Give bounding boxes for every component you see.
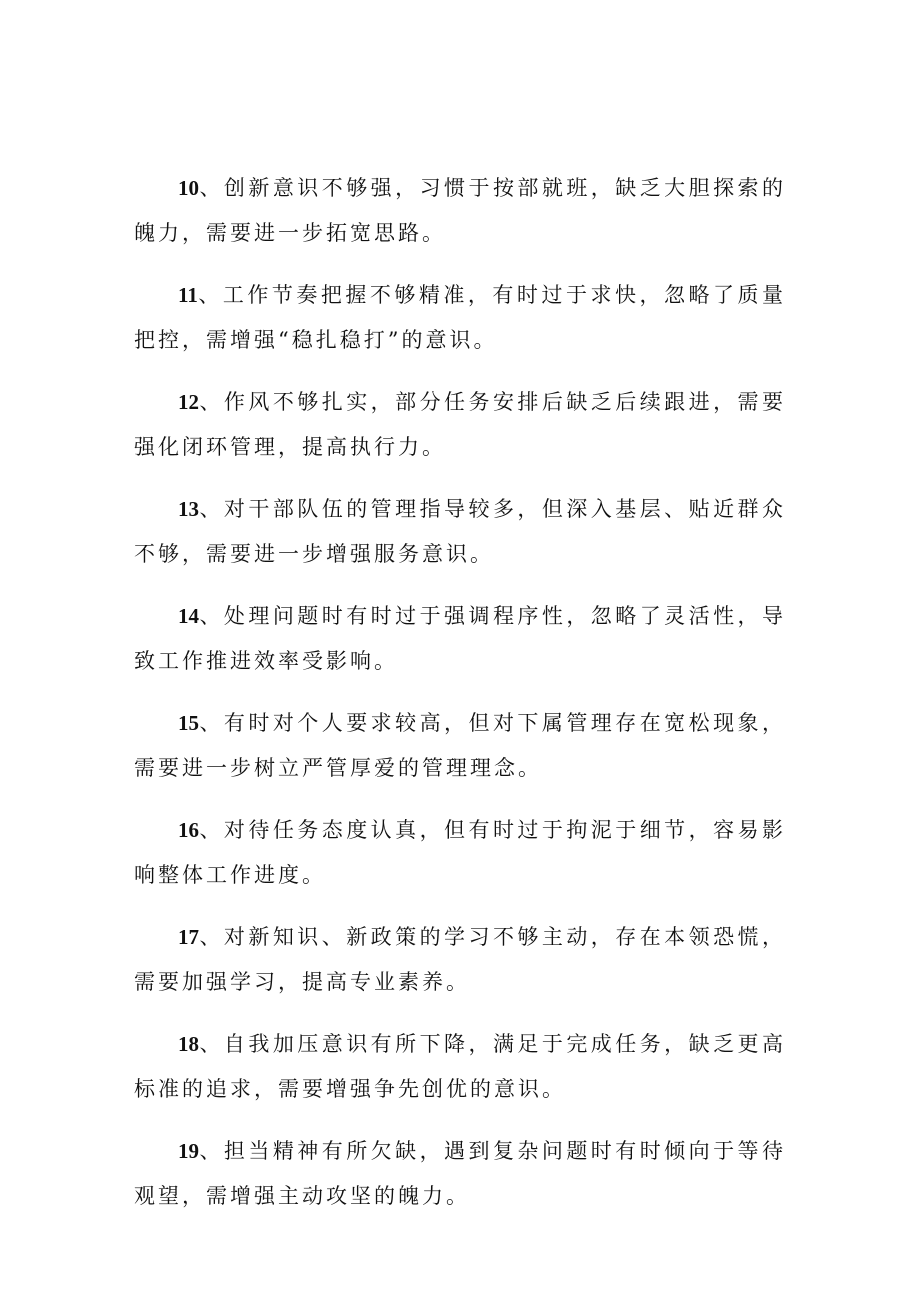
- item-number: 12: [178, 390, 199, 414]
- list-item: [134, 594, 786, 684]
- item-text: 、对干部队伍的管理指导较多，但深入基层、贴近群众不够，需要进一步增强服务意识。: [134, 497, 786, 566]
- item-number: 16: [178, 818, 199, 842]
- item-text: 、工作节奏把握不够精准，有时过于求快，忽略了质量把控，需增强“稳扎稳打”的意识。: [134, 283, 786, 352]
- list-item: [134, 915, 786, 1005]
- list-item: [134, 808, 786, 898]
- item-text: 、担当精神有所欠缺，遇到复杂问题时有时倾向于等待观望，需增强主动攻坚的魄力。: [134, 1139, 786, 1208]
- item-number: 17: [178, 925, 199, 949]
- item-number: 13: [178, 497, 199, 521]
- item-number: 19: [178, 1139, 199, 1163]
- item-text: 、自我加压意识有所下降，满足于完成任务，缺乏更高标准的追求，需要增强争先创优的意识。: [134, 1032, 786, 1101]
- list-item: [134, 701, 786, 791]
- item-text: 、创新意识不够强，习惯于按部就班，缺乏大胆探索的魄力，需要进一步拓宽思路。: [134, 176, 786, 245]
- list-item: [134, 380, 786, 470]
- item-number: 14: [178, 604, 199, 628]
- item-number: 18: [178, 1032, 199, 1056]
- item-text: 、对待任务态度认真，但有时过于拘泥于细节，容易影响整体工作进度。: [134, 818, 786, 887]
- list-item: [134, 166, 786, 256]
- list-item: [134, 487, 786, 577]
- list-item: [134, 273, 786, 363]
- item-number: 11: [178, 283, 198, 307]
- document-body: [134, 166, 786, 1236]
- list-item: [134, 1022, 786, 1112]
- item-text: 、有时对个人要求较高，但对下属管理存在宽松现象，需要进一步树立严管厚爱的管理理念。: [134, 711, 786, 780]
- item-number: 10: [178, 176, 199, 200]
- list-item: [134, 1129, 786, 1219]
- item-number: 15: [178, 711, 199, 735]
- item-text: 、对新知识、新政策的学习不够主动，存在本领恐慌，需要加强学习，提高专业素养。: [134, 925, 786, 994]
- item-text: 、作风不够扎实，部分任务安排后缺乏后续跟进，需要强化闭环管理，提高执行力。: [134, 390, 786, 459]
- item-text: 、处理问题时有时过于强调程序性，忽略了灵活性，导致工作推进效率受影响。: [134, 604, 786, 673]
